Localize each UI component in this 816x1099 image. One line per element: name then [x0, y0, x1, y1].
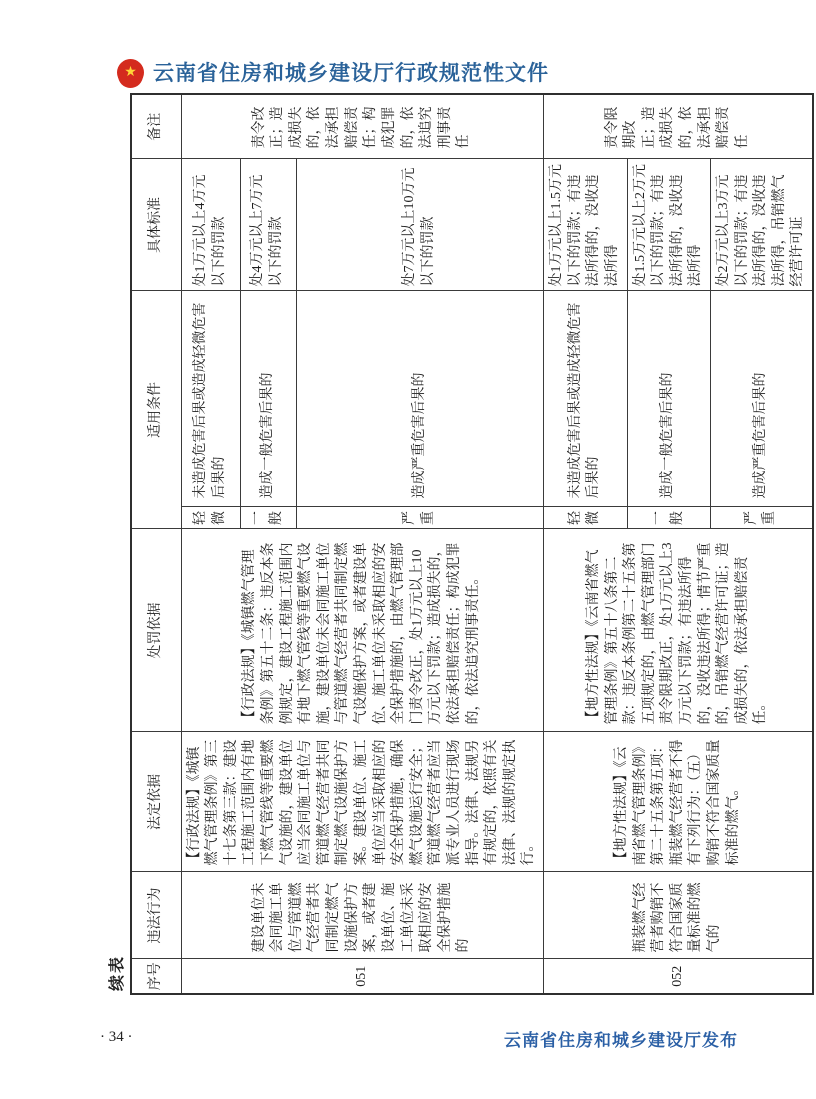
cell-serial-number: 052 [544, 959, 813, 994]
cell-penalty-basis: 【地方性法规】《云南省燃气管理条例》第五十八条第二款：违反本条例第二十五条第五项规定的，由燃气管理部门责令限期改正，处1万元以上3万元以下罚款；有违法所得的，没收违法所得；情节严重的，吊销燃气经营许可证；造成损失的，依法承担赔偿责任。 [544, 529, 813, 732]
table-row [181, 94, 240, 994]
cell-remark: 责令改正；造成损失的，依法承担赔偿责任；构成犯罪的，依法追究刑事责任 [181, 94, 544, 159]
cell-illegal-behavior: 建设单位未会同施工单位与管道燃气经营者共同制定燃气设施保护方案，或者建设单位、施工单位未采取相应的安全保护措施的 [181, 872, 544, 959]
cell-severity-level: 严重 [710, 507, 813, 529]
page-number: · 34 · [100, 1029, 133, 1045]
document-header [117, 55, 549, 89]
table-head [131, 94, 181, 994]
cell-applicable-condition: 造成严重危害后果的 [710, 291, 813, 507]
cell-remark: 责令限期改正；造成损失的，依法承担赔偿责任 [544, 94, 813, 159]
regulation-table-rotated [109, 95, 806, 995]
column-header: 法定依据 [131, 732, 181, 872]
column-header: 具体标准 [131, 159, 181, 291]
cell-severity-level: 轻微 [544, 507, 627, 529]
cell-specific-standard: 处4万元以上7万元以下的罚款 [240, 159, 296, 291]
cell-illegal-behavior: 瓶装燃气经营者购销不符合国家质量标准的燃气的 [544, 872, 813, 959]
column-header: 序号 [131, 959, 181, 994]
continued-table-label: 续表 [109, 954, 126, 991]
cell-applicable-condition: 造成一般危害后果的 [240, 291, 296, 507]
cell-specific-standard: 处1万元以上1.5万元以下的罚款；有违法所得的，没收违法所得 [544, 159, 627, 291]
penalty-discretion-table [130, 93, 814, 995]
column-header: 备注 [131, 94, 181, 159]
cell-applicable-condition: 造成一般危害后果的 [627, 291, 710, 507]
cell-specific-standard: 处7万元以上10万元以下的罚款 [296, 159, 544, 291]
cell-severity-level: 一般 [627, 507, 710, 529]
cell-applicable-condition: 未造成危害后果或造成轻微危害后果的 [544, 291, 627, 507]
cell-severity-level: 轻微 [181, 507, 240, 529]
rotated-table-viewport [109, 95, 806, 995]
publisher-footer: 云南省住房和城乡建设厅发布 [504, 1031, 738, 1050]
table-row [544, 94, 627, 994]
cell-applicable-condition: 未造成危害后果或造成轻微危害后果的 [181, 291, 240, 507]
cell-legal-basis: 【行政法规】《城镇燃气管理条例》第三十七条第三款：建设工程施工范围内有地下燃气管线等重要燃气设施的，建设单位应当会同施工单位与管道燃气经营者共同制定燃气设施保护方案。建设单位、施工单位应当采取相应的安全保护措施，确保燃气设施运行安全；管道燃气经营者应当派专业人员进行现场指导。法律、法规另有规定的，依照有关法律、法规的规定执行。 [181, 732, 544, 872]
page-title: 云南省住房和城乡建设厅行政规范性文件 [153, 62, 549, 85]
cell-legal-basis: 【地方性法规】《云南省燃气管理条例》第二十五条第五项：瓶装燃气经营者不得有下列行为：（五）购销不符合国家质量标准的燃气。 [544, 732, 813, 872]
column-header: 适用条件 [131, 291, 181, 529]
cell-applicable-condition: 造成严重危害后果的 [296, 291, 544, 507]
table-body [181, 94, 813, 994]
cell-specific-standard: 处2万元以上3万元以下的罚款；有违法所得的，没收违法所得，吊销燃气经营许可证 [710, 159, 813, 291]
cell-specific-standard: 处1.5万元以上2万元以下的罚款；有违法所得的，没收违法所得 [627, 159, 710, 291]
column-header: 违法行为 [131, 872, 181, 959]
cell-specific-standard: 处1万元以上4万元以下的罚款 [181, 159, 240, 291]
cell-severity-level: 一般 [240, 507, 296, 529]
column-header: 处罚依据 [131, 529, 181, 732]
cell-severity-level: 严重 [296, 507, 544, 529]
national-emblem-icon: ★ [117, 59, 144, 86]
cell-penalty-basis: 【行政法规】《城镇燃气管理条例》第五十二条：违反本条例规定，建设工程施工范围内有地下燃气管线等重要燃气设施，建设单位未会同施工单位与管道燃气经营者共同制定燃气设施保护方案，或者建设单位、施工单位未采取相应的安全保护措施的，由燃气管理部门责令改正，处1万元以上10万元以下罚款；造成损失的，依法承担赔偿责任；构成犯罪的，依法追究刑事责任。 [181, 529, 544, 732]
cell-serial-number: 051 [181, 959, 544, 994]
